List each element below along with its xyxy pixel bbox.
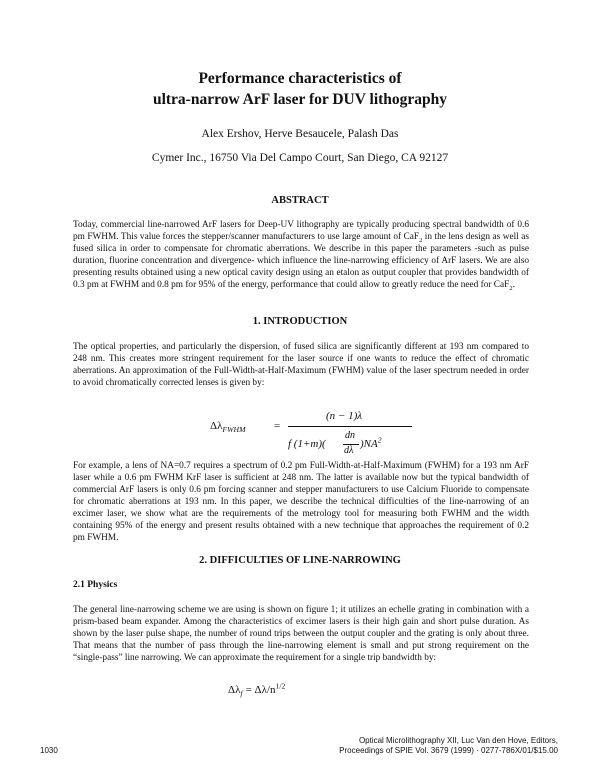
equation-1-dn: dn: [345, 430, 355, 441]
equation-1-lhs: [210, 420, 246, 435]
authors: Alex Ershov, Herve Besaucele, Palash Das: [201, 128, 399, 140]
abstract-text-part-2: in the lens design as well as fused silica in order to compensate for chromatic aberrations. We describe in this paper the parameters -such as pulse duration, fluorine concentration and divergence- which influence the line-narrowing efficiency of ArF lasers. We are also presenting results obtained using a new optical cavity design using an etalon as output coupler that provides bandwidth of 0.3 pm at FWHM and 0.8 pm for 95% of the energy, performance that could allow to greatly reduce the need for CaF: [73, 232, 529, 291]
caf2-subscript-1: 2: [419, 236, 423, 244]
abstract-text: [73, 219, 529, 291]
equation-1-numerator: (n − 1)λ: [325, 410, 362, 422]
equation-2-lhs-subscript: f: [240, 689, 243, 699]
section-1-heading: 1. INTRODUCTION: [252, 316, 348, 327]
caf2-subscript-2: 2: [509, 285, 513, 293]
equation-1-exponent: 2: [377, 435, 382, 445]
equation-1-na: )NA: [360, 438, 378, 450]
equation-1-denominator-left: f (1+m)(: [288, 438, 326, 450]
equation-2-exponent: 1/2: [275, 681, 286, 691]
abstract-heading: ABSTRACT: [271, 195, 329, 206]
equation-1-fraction-bar: [288, 426, 412, 427]
abstract-text-part-3: .: [512, 280, 515, 291]
paper-title-line-1: Performance characteristics of: [198, 70, 402, 87]
abstract-text-part-1: Today, commercial line-narrowed ArF lasers for Deep-UV lithography are typically producing spectral bandwidth of 0.6 pm FWHM. This value forces the stepper/scanner manufacturers to use large amount of CaF: [73, 220, 529, 243]
footer-citation-line-2: Proceedings of SPIE Vol. 3679 (1999) · 0277-786X/01/$15.00: [339, 746, 558, 755]
equation-2: [228, 681, 286, 699]
subsection-2-1-heading: 2.1 Physics: [73, 580, 118, 590]
equation-1-equals: =: [274, 420, 281, 432]
intro-paragraph-2: For example, a lens of NA=0.7 requires a spectrum of 0.2 pm Full-Width-at-Half-Maximum (FWHM) for a 193 nm ArF laser while a 0.6 pm FWHM KrF laser is sufficient at 248 nm. The latter is available now but the typical bandwidth of commercial ArF lasers is only 0.6 pm forcing scanner and stepper manufacturers to use Calcium Fluoride to compensate for chromatic aberrations at 193 nm. In this paper, we describe the technical difficulties of the line-narrowing of an excimer laser, we show what are the requirements of the metrology tool for measuring both FWHM and the width containing 95% of the energy and present results obtained with a new technique that approaches the requirement of 0.2 pm FWHM.: [73, 461, 529, 544]
equation-1-lhs-symbol: Δλ: [210, 420, 223, 432]
intro-paragraph-1: The optical properties, and particularly the dispersion, of fused silica are significantly different at 193 nm compared to 248 nm. This creates more stringent requirement for the laser source if one wants to reduce the effect of chromatic aberrations. An approximation of the Full-Width-at-Half-Maximum (FWHM) value of the laser spectrum needed in order to avoid chromatically corrected lenses is given by:: [73, 342, 529, 389]
affiliation: Cymer Inc., 16750 Via Del Campo Court, San Diego, CA 92127: [151, 152, 449, 164]
equation-2-rhs: = Δλ/n: [245, 684, 276, 696]
equation-1-denominator-right: [360, 435, 382, 450]
equation-2-lhs: Δλ: [228, 684, 241, 696]
paper-title-line-2: ultra-narrow ArF laser for DUV lithography: [152, 91, 448, 108]
physics-paragraph-1: The general line-narrowing scheme we are using is shown on figure 1; it utilizes an echelle grating in combination with a prism-based beam expander. Among the characteristics of excimer lasers is their high gain and short pulse duration. As shown by the laser pulse shape, the number of round trips between the output coupler and the grating is only about three. That means that the number of pass through the line-narrowing element is small and put strong requirement on the “single-pass” line narrowing. We can approximate the requirement for a single trip bandwidth by:: [73, 605, 529, 664]
footer-citation-line-1: Optical Microlithography XII, Luc Van den Hove, Editors,: [358, 736, 558, 745]
equation-1-lhs-subscript: FWHM: [222, 425, 246, 435]
equation-1-dlambda: dλ: [344, 445, 354, 456]
section-2-heading: 2. DIFFICULTIES OF LINE-NARROWING: [199, 555, 401, 566]
page-number: 1030: [40, 746, 58, 755]
